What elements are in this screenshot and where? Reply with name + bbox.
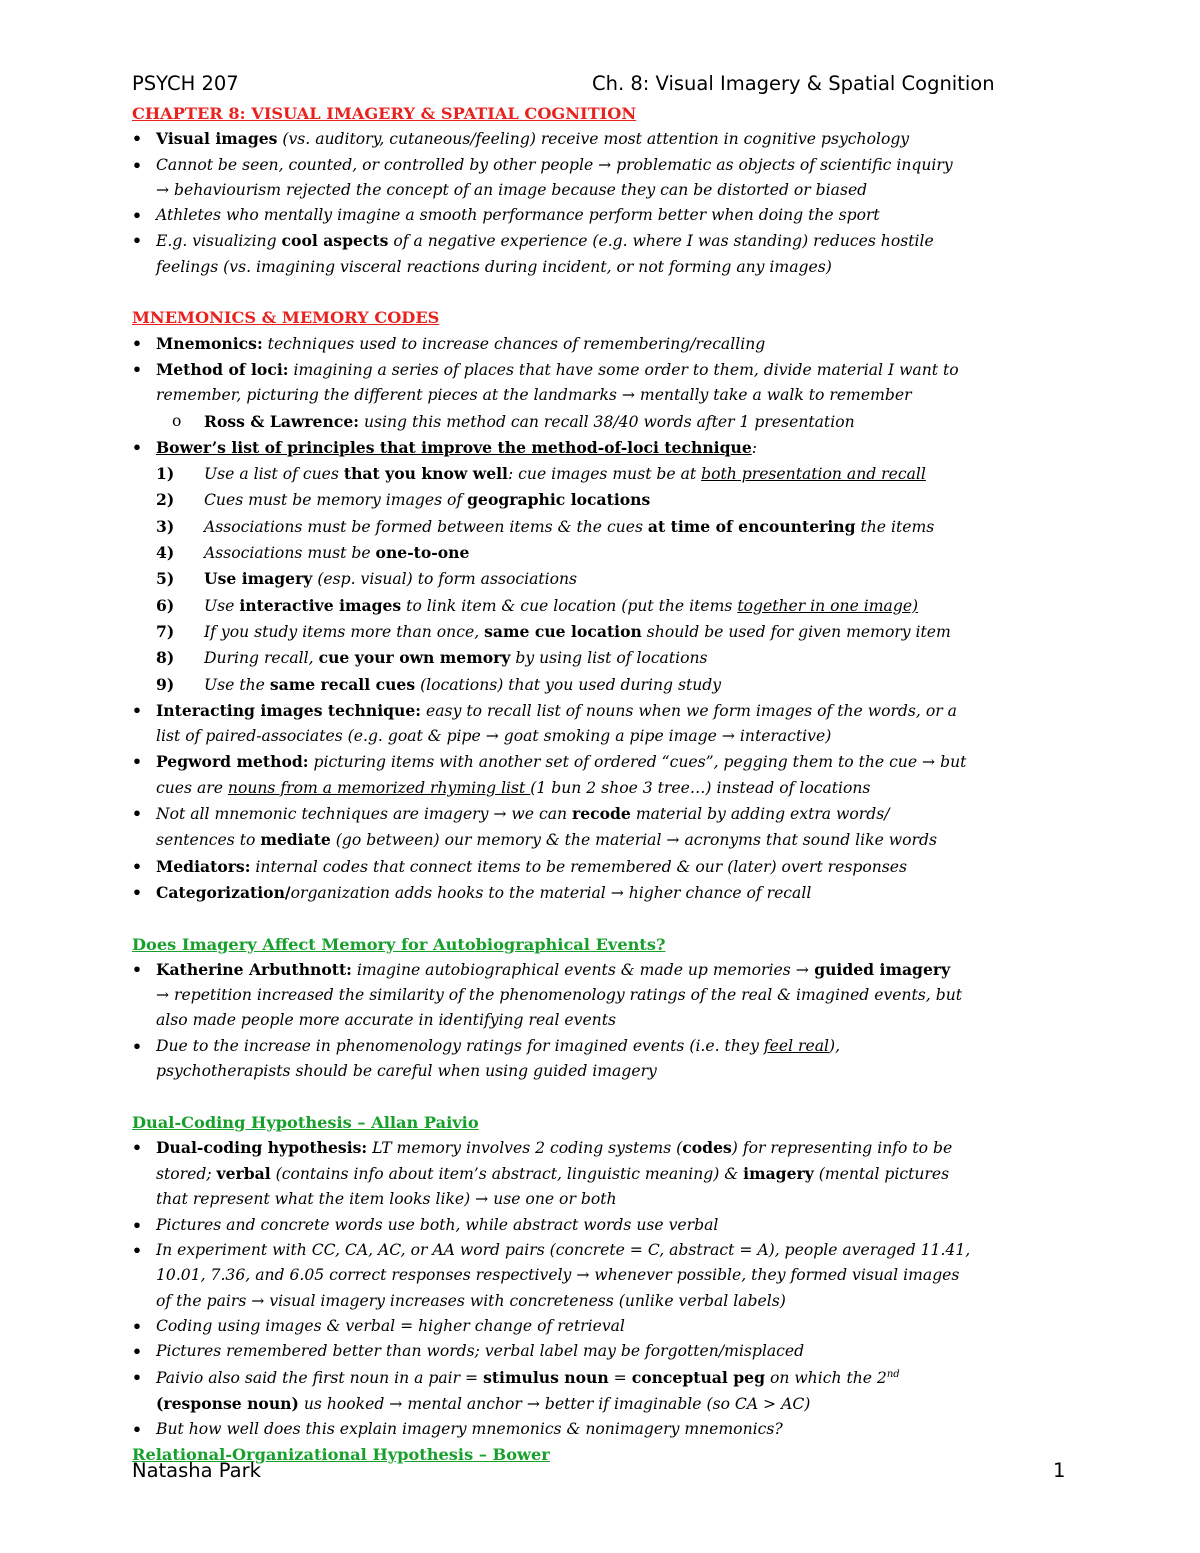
arrow-icon: →: [598, 155, 612, 174]
arrow-icon: →: [666, 831, 680, 850]
arrow-icon: →: [156, 180, 170, 199]
list-item: • Due to the increase in phenomenology ratings for imagined events (i.e. they feel real), psychotherapists should be careful when using guided imagery: [132, 1034, 1072, 1085]
list-item: • Pictures and concrete words use both, while abstract words use verbal: [132, 1213, 1072, 1238]
bullet: •: [132, 752, 142, 772]
sub-list-item: o Ross & Lawrence: using this method can recall 38/40 words after 1 presentation: [132, 409, 1072, 435]
list-item: • Interacting images technique: easy to recall list of nouns when we form images of the words, or a list of paired-associates (e.g. goat & pipe → goat smoking a pipe image → interactive): [132, 698, 1072, 750]
numbered-item: 7) If you study items more than once, same cue location should be used for given memory item: [156, 621, 951, 641]
list-item: • Mediators: internal codes that connect items to be remembered & our (later) overt responses: [132, 854, 1072, 880]
bullet: •: [132, 359, 142, 379]
bullet: •: [132, 856, 142, 876]
bullet: •: [132, 804, 142, 824]
list-item: • Athletes who mentally imagine a smooth performance perform better when doing the sport: [132, 203, 1072, 228]
header-course: PSYCH 207: [132, 72, 239, 95]
document-body: [132, 101, 1072, 1468]
header-chapter: Ch. 8: Visual Imagery & Spatial Cognition: [592, 72, 995, 95]
bullet: •: [132, 1137, 142, 1157]
arrow-icon: →: [795, 960, 809, 979]
page-number: 1: [1053, 1459, 1066, 1482]
arrow-icon: →: [526, 1394, 540, 1413]
arrow-icon: →: [485, 727, 499, 746]
bullet: •: [132, 1367, 142, 1387]
numbered-item: 4) Associations must be one-to-one: [156, 543, 470, 563]
list-item: • Bower’s list of principles that improve the method-of-loci technique:: [132, 435, 1072, 461]
list-item: • Method of loci: imagining a series of places that have some order to them, divide material I want to remember, picturing the different pieces at the landmarks → mentally take a walk to remember: [132, 357, 1072, 409]
arrow-icon: →: [621, 386, 635, 405]
numbered-item: 6) Use interactive images to link item & cue location (put the items together in one image): [156, 595, 919, 615]
list-item: • Paivio also said the first noun in a pair = stimulus noun = conceptual peg on which the 2nd (response noun) us hooked → mental anchor → better if imaginable (so CA > AC): [132, 1365, 1072, 1418]
bullet: •: [132, 129, 142, 149]
arrow-icon: →: [922, 753, 936, 772]
footer-author: Natasha Park: [132, 1459, 261, 1482]
section-title-autobiographical: Does Imagery Affect Memory for Autobiographical Events?: [132, 934, 666, 954]
numbered-item: 5) Use imagery (esp. visual) to form associations: [156, 569, 578, 589]
numbered-item: 3) Associations must be formed between items & the cues at time of encountering the items: [156, 516, 935, 536]
bullet: •: [132, 1316, 142, 1336]
arrow-icon: →: [721, 727, 735, 746]
numbered-item: 2) Cues must be memory images of geographic locations: [156, 490, 651, 510]
arrow-icon: →: [576, 1266, 590, 1285]
bullet: •: [132, 206, 142, 226]
list-item: • Pictures remembered better than words; verbal label may be forgotten/misplaced: [132, 1339, 1072, 1364]
numbered-item: 9) Use the same recall cues (locations) that you used during study: [156, 674, 722, 694]
bullet: •: [132, 231, 142, 251]
bullet: •: [132, 1342, 142, 1362]
section-title-mnemonics: MNEMONICS & MEMORY CODES: [132, 308, 440, 328]
section-title-relational: Relational-Organizational Hypothesis – Bower: [132, 1445, 550, 1465]
bullet: •: [132, 155, 142, 175]
list-item: • Mnemonics: techniques used to increase chances of remembering/recalling: [132, 331, 1072, 357]
arrow-icon: →: [251, 1291, 265, 1310]
bullet: •: [132, 700, 142, 720]
bullet: •: [132, 959, 142, 979]
list-item: • Visual images (vs. auditory, cutaneous/feeling) receive most attention in cognitive psychology: [132, 126, 1072, 152]
bullet: •: [132, 437, 142, 457]
arrow-icon: →: [493, 805, 507, 824]
list-item: • Pegword method: picturing items with another set of ordered “cues”, pegging them to the cue → but cues are nouns from a memorized rhyming list (1 bun 2 shoe 3 tree…) instead of locations: [132, 749, 1072, 801]
list-item: • Katherine Arbuthnott: imagine autobiographical events & made up memories → guided imagery → repetition increased the similarity of the phenomenology ratings of the real & imagined events, but also made people more accurate in identifying real events: [132, 957, 1072, 1034]
section-title-dual-coding: Dual-Coding Hypothesis – Allan Paivio: [132, 1112, 479, 1132]
numbered-item: 1) Use a list of cues that you know well: cue images must be at both presentation and recall: [156, 464, 926, 484]
bullet: •: [132, 882, 142, 902]
arrow-icon: →: [389, 1394, 403, 1413]
bullet: •: [132, 1420, 142, 1440]
list-item: • E.g. visualizing cool aspects of a negative experience (e.g. where I was standing) reduces hostile feelings (vs. imagining visceral reactions during incident, or not forming any images): [132, 228, 1072, 280]
bullet: •: [132, 1241, 142, 1261]
bullet: •: [132, 333, 142, 353]
arrow-icon: →: [610, 883, 624, 902]
arrow-icon: →: [156, 986, 170, 1005]
list-item: • In experiment with CC, CA, AC, or AA word pairs (concrete = C, abstract = A), people averaged 11.41, 10.01, 7.36, and 6.05 correct responses respectively → whenever possible, they formed visual images of the pairs → visual imagery increases with concreteness (unlike verbal labels): [132, 1238, 1072, 1314]
bullet: •: [132, 1036, 142, 1056]
list-item: • But how well does this explain imagery mnemonics & nonimagery mnemonics?: [132, 1417, 1072, 1442]
list-item: • Categorization/organization adds hooks to the material → higher chance of recall: [132, 880, 1072, 906]
numbered-item: 8) During recall, cue your own memory by using list of locations: [156, 648, 708, 668]
list-item: • Cannot be seen, counted, or controlled by other people → problematic as objects of scientific inquiry → behaviourism rejected the concept of an image because they can be distorted or biased: [132, 153, 1072, 204]
bullet: •: [132, 1215, 142, 1235]
sub-bullet: o: [172, 411, 182, 430]
section-title-chapter: CHAPTER 8: VISUAL IMAGERY & SPATIAL COGNITION: [132, 104, 637, 123]
list-item: • Dual-coding hypothesis: LT memory involves 2 coding systems (codes) for representing info to be stored; verbal (contains info about item’s abstract, linguistic meaning) & imagery (mental pictures that represent what the item looks like) → use one or both: [132, 1135, 1072, 1213]
arrow-icon: →: [475, 1190, 489, 1209]
list-item: • Coding using images & verbal = higher change of retrieval: [132, 1314, 1072, 1339]
list-item: • Not all mnemonic techniques are imagery → we can recode material by adding extra words/ sentences to mediate (go between) our memory & the material → acronyms that sound like words: [132, 801, 1072, 854]
